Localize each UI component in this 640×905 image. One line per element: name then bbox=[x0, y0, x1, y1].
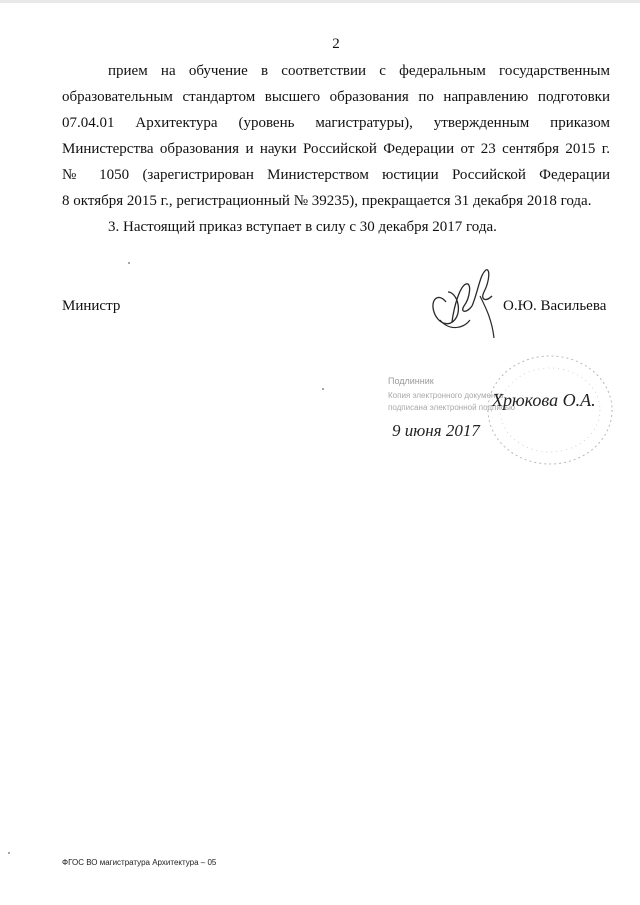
handwritten-signature bbox=[420, 262, 508, 344]
page-number: 2 bbox=[332, 36, 340, 52]
body-line-3: 07.04.01 Архитектура (уровень магистратуры), утвержденным приказом bbox=[62, 115, 610, 131]
document-body bbox=[62, 58, 610, 240]
stamp-handwriting-name: Хрюкова О.А. bbox=[492, 390, 596, 410]
stamp-handwriting-date: 9 июня 2017 bbox=[392, 421, 480, 440]
scan-speck bbox=[128, 262, 130, 264]
paragraph-3: 3. Настоящий приказ вступает в силу с 30 декабря 2017 года. bbox=[108, 219, 497, 235]
stamp-line-2: Копия электронного документа bbox=[388, 391, 504, 400]
scan-speck bbox=[322, 388, 324, 390]
body-line-1: прием на обучение в соответствии с федеральным государственным bbox=[108, 63, 610, 79]
minister-name: О.Ю. Васильева bbox=[503, 298, 607, 314]
stamp-line-3: подписана электронной подписью bbox=[388, 403, 516, 412]
body-line-2: образовательным стандартом высшего образования по направлению подготовки bbox=[62, 89, 610, 105]
scan-speck bbox=[8, 852, 10, 854]
body-line-4: Министерства образования и науки Российской Федерации от 23 сентября 2015 г. bbox=[62, 141, 610, 157]
body-line-6: 8 октября 2015 г., регистрационный № 39235), прекращается 31 декабря 2018 года. bbox=[62, 193, 592, 209]
certification-stamp bbox=[370, 348, 620, 470]
minister-title: Министр bbox=[62, 298, 121, 314]
footer-note: ФГОС ВО магистратура Архитектура – 05 bbox=[62, 858, 217, 867]
page-top-edge bbox=[0, 0, 640, 3]
body-line-5: № 1050 (зарегистрирован Министерством юстиции Российской Федерации bbox=[62, 167, 610, 183]
stamp-line-1: Подлинник bbox=[388, 376, 434, 386]
